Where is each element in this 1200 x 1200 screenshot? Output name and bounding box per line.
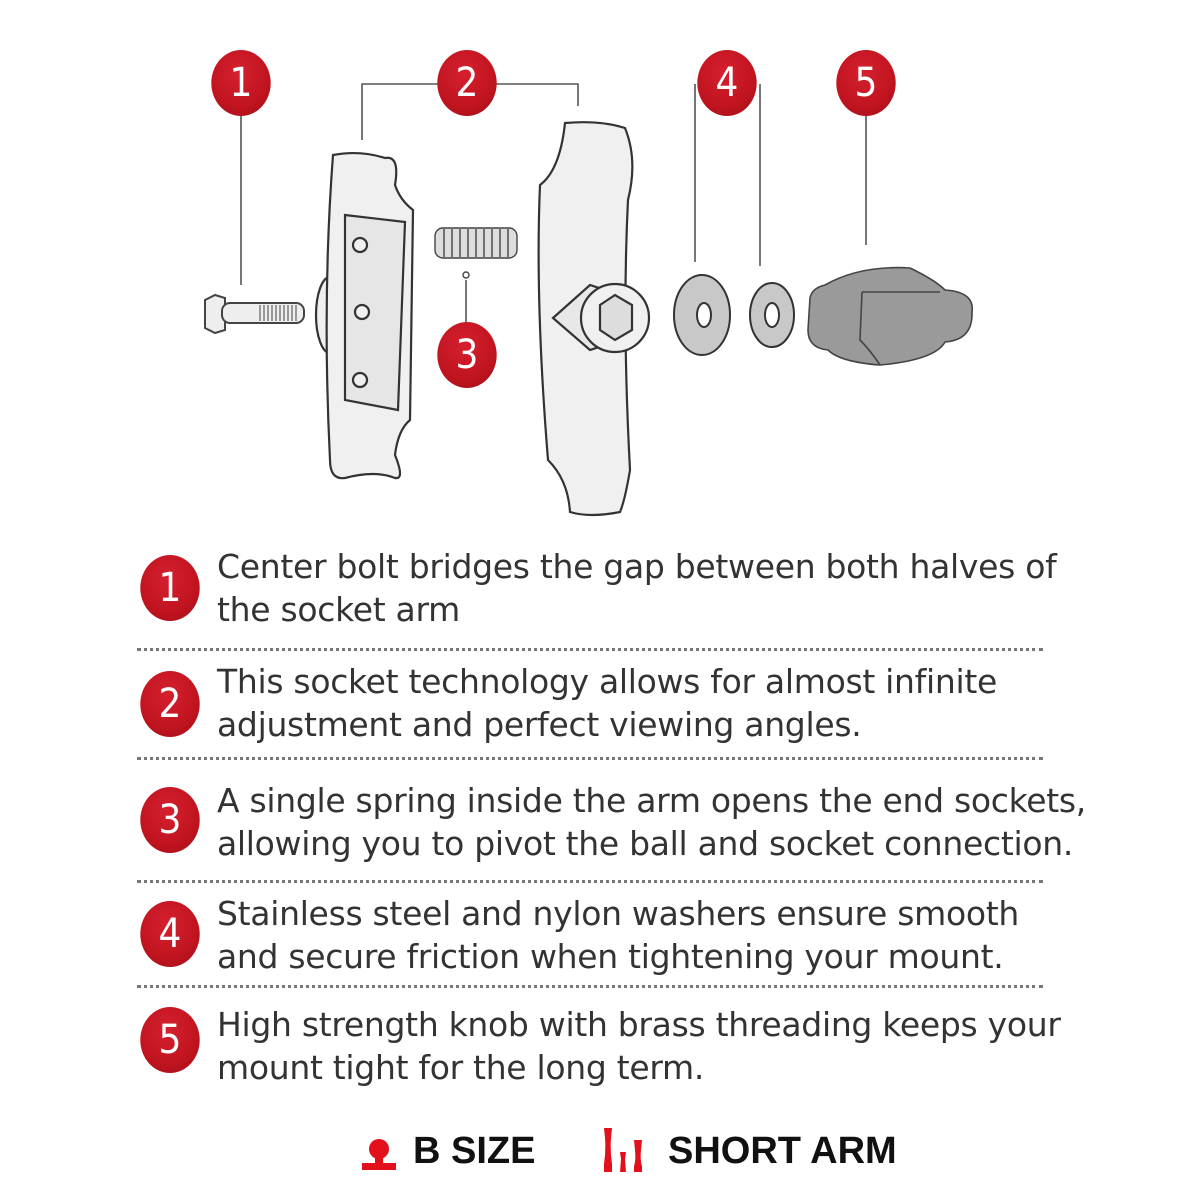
feature-text-line: and secure friction when tightening your mount. (217, 937, 1004, 976)
number-badge: 1 (140, 555, 199, 621)
feature-text-line: A single spring inside the arm opens the end sockets, (217, 781, 1086, 820)
spring-icon (435, 228, 517, 278)
number-badge: 3 (140, 787, 199, 853)
feature-text-line: adjustment and perfect viewing angles. (217, 705, 862, 744)
divider (137, 648, 1043, 651)
callout-3: 3 (437, 322, 496, 388)
feature-text-line: This socket technology allows for almost infinite (217, 662, 997, 701)
number-badge: 2 (140, 671, 199, 737)
ball-size-icon (360, 1138, 398, 1174)
washers-icon (674, 275, 794, 355)
exploded-diagram (0, 0, 1200, 540)
feature-text-line: High strength knob with brass threading keeps your (217, 1005, 1061, 1044)
feature-text-line: allowing you to pivot the ball and socket connection. (217, 824, 1074, 863)
feature-text-line: mount tight for the long term. (217, 1048, 705, 1087)
divider (137, 985, 1043, 988)
feature-text-line: Stainless steel and nylon washers ensure smooth (217, 894, 1020, 933)
number-badge: 5 (140, 1007, 199, 1073)
socket-arm-outer-icon (539, 122, 649, 515)
socket-arm-half-icon (316, 153, 413, 478)
arm-label: SHORT ARM (668, 1130, 897, 1172)
center-bolt-icon (205, 295, 304, 333)
callout-1: 1 (211, 50, 270, 116)
arm-length-icon (600, 1126, 652, 1174)
feature-text-line: the socket arm (217, 590, 460, 629)
number-badge: 4 (140, 901, 199, 967)
divider (137, 880, 1043, 883)
callout-4: 4 (697, 50, 756, 116)
feature-text-line: Center bolt bridges the gap between both halves of (217, 547, 1057, 586)
knob-icon (808, 268, 972, 365)
size-label: B SIZE (413, 1130, 536, 1172)
callout-5: 5 (836, 50, 895, 116)
callout-2: 2 (437, 50, 496, 116)
divider (137, 757, 1043, 760)
